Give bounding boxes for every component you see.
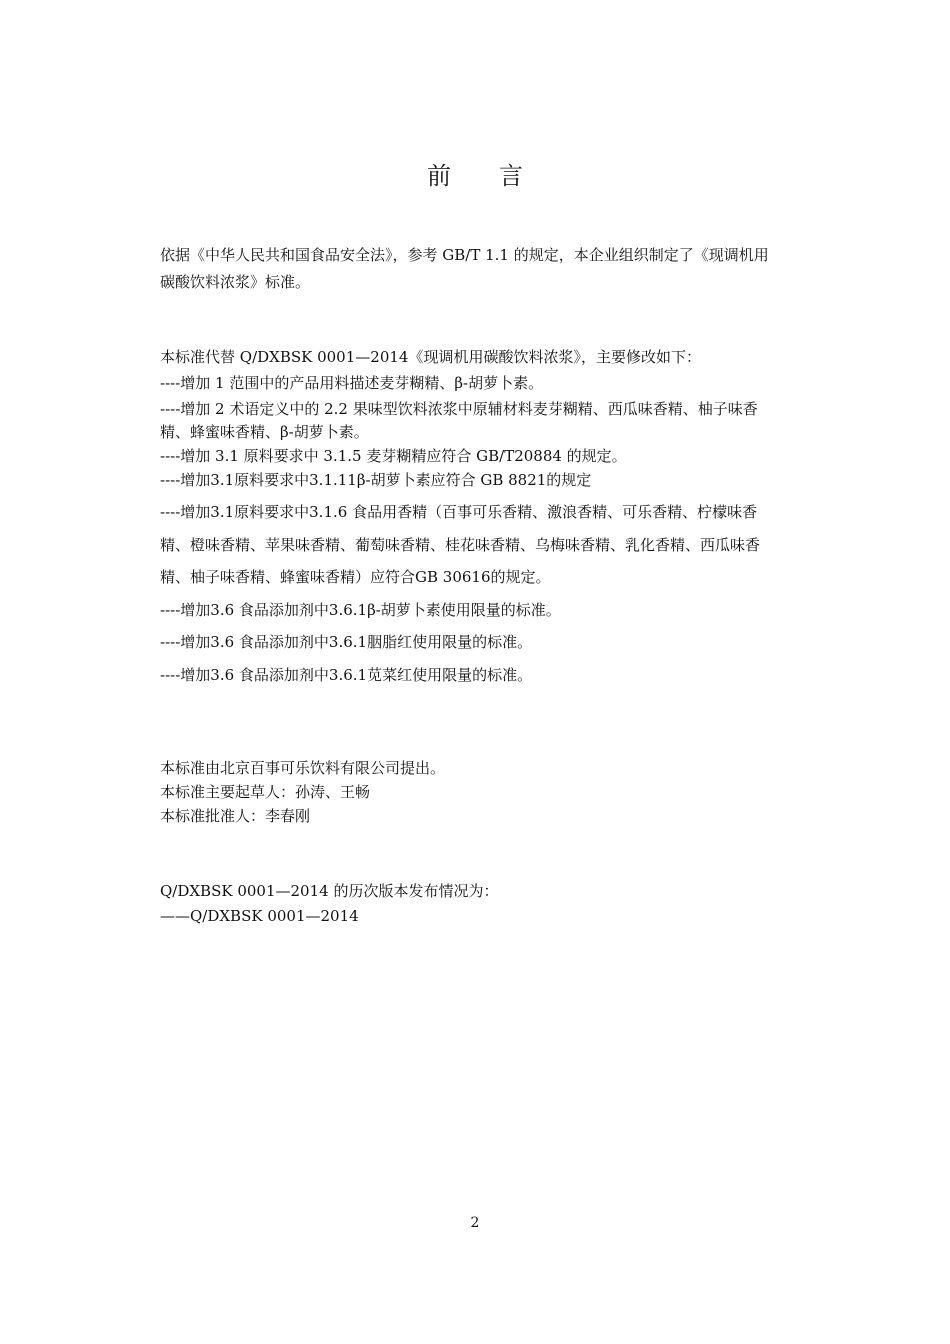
credit-approver: 本标准批准人：李春刚 <box>160 807 311 825</box>
change-line-10: ----增加3.6 食品添加剂中3.6.1胭脂红使用限量的标准。 <box>160 633 533 651</box>
intro-line-2: 碳酸饮料浓浆》标准。 <box>160 273 311 291</box>
change-line-2: ----增加 2 术语定义中的 2.2 果味型饮料浓浆中原辅材料麦芽糊精、西瓜味香精、柚子味香 <box>160 400 758 418</box>
page-number: 2 <box>470 1215 480 1231</box>
change-line-6: ----增加3.1原料要求中3.1.6 食品用香精（百事可乐香精、激浪香精、可乐香精、柠檬味香 <box>160 503 758 521</box>
change-line-1: ----增加 1 范围中的产品用料描述麦芽糊精、β-胡萝卜素。 <box>160 374 544 392</box>
change-line-3: 精、蜂蜜味香精、β-胡萝卜素。 <box>160 423 369 441</box>
change-line-4: ----增加 3.1 原料要求中 3.1.5 麦芽糊精应符合 GB/T20884 的规定。 <box>160 447 627 465</box>
change-line-11: ----增加3.6 食品添加剂中3.6.1苋菜红使用限量的标准。 <box>160 666 533 684</box>
page-title: 前言 <box>427 162 571 190</box>
credit-proposer: 本标准由北京百事可乐饮料有限公司提出。 <box>160 759 446 777</box>
history-entry: ——Q/DXBSK 0001—2014 <box>160 907 359 925</box>
change-line-8: 精、柚子味香精、蜂蜜味香精）应符合GB 30616的规定。 <box>160 568 551 586</box>
replacement-intro: 本标准代替 Q/DXBSK 0001—2014《现调机用碳酸饮料浓浆》，主要修改如下： <box>160 348 701 366</box>
change-line-7: 精、橙味香精、苹果味香精、葡萄味香精、桂花味香精、乌梅味香精、乳化香精、西瓜味香 <box>160 536 761 554</box>
credit-drafters: 本标准主要起草人：孙涛、王畅 <box>160 783 371 801</box>
intro-line-1: 依据《中华人民共和国食品安全法》，参考 GB/T 1.1 的规定，本企业组织制定了《现调机用 <box>160 246 769 264</box>
history-heading: Q/DXBSK 0001—2014 的历次版本发布情况为： <box>160 882 499 900</box>
change-line-5: ----增加3.1原料要求中3.1.11β-胡萝卜素应符合 GB 8821的规定 <box>160 471 592 489</box>
change-line-9: ----增加3.6 食品添加剂中3.6.1β-胡萝卜素使用限量的标准。 <box>160 601 561 619</box>
